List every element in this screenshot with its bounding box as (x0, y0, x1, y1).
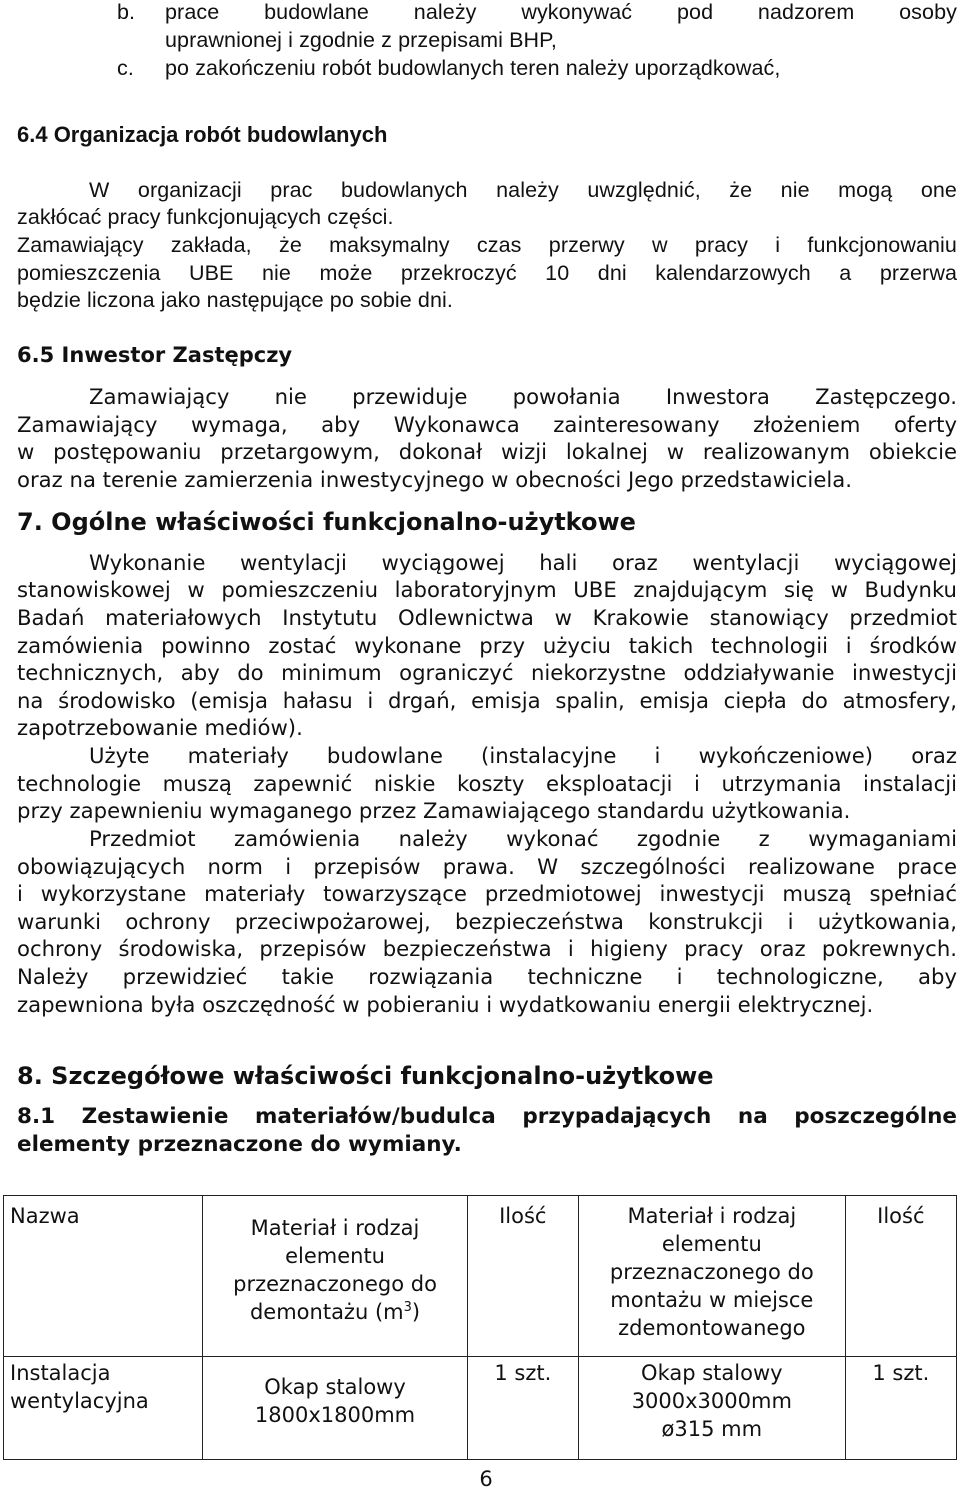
header-nazwa: Nazwa (4, 1196, 203, 1357)
section-8-1-heading-line2: elementy przeznaczone do wymiany. (17, 1132, 462, 1157)
header-material-demontaz-end: ) (411, 1300, 421, 1324)
list-marker-c: c. (117, 56, 134, 80)
header-material-montaz: Materiał i rodzaj elementu przeznaczonego do montażu w miejsce zdemontowanego (578, 1196, 845, 1357)
section-7-heading: 7. Ogólne właściwości funkcjonalno-użytkowe (17, 508, 636, 536)
cell-material-montaz (578, 1357, 845, 1460)
cell-ilosc-2: 1 szt. (845, 1357, 956, 1460)
cell-material-montaz-line3: ø315 mm (661, 1417, 763, 1441)
cell-material-montaz-line2: 3000x3000mm (631, 1389, 792, 1413)
section-8-1-heading-line1: 8.1 Zestawienie materiałów/budulca przypadających na poszczególne (17, 1104, 957, 1129)
section-6-4-line: pomieszczenia UBE nie może przekroczyć 10 dni kalendarzowych a przerwa (17, 261, 957, 285)
section-7-line: na środowisko (emisja hałasu i drgań, emisja spalin, emisja ciepła do atmosfery, (17, 688, 957, 713)
unit-superscript: 3 (403, 1300, 412, 1315)
page-number: 6 (479, 1467, 493, 1491)
cell-ilosc-1: 1 szt. (467, 1357, 578, 1460)
list-item-b-line2: uprawnionej i zgodnie z przepisami BHP, (165, 28, 557, 52)
header-ilosc-1: Ilość (467, 1196, 578, 1357)
section-7-line: warunki ochrony przeciwpożarowej, bezpieczeństwa konstrukcji i użytkowania, (17, 909, 957, 934)
section-6-4-heading: 6.4 Organizacja robót budowlanych (17, 122, 388, 147)
section-7-line: Użyte materiały budowlane (instalacyjne i wykończeniowe) oraz (89, 743, 957, 768)
section-7-line: przy zapewnieniu wymaganego przez Zamawiającego standardu użytkowania. (17, 798, 851, 823)
section-7-line: Należy przewidzieć takie rozwiązania techniczne i technologiczne, aby (17, 964, 957, 989)
section-7-line: zamówienia powinno zostać wykonane przy użyciu takich technologii i środków (17, 633, 957, 658)
list-marker-b: b. (117, 0, 136, 24)
section-6-5-line: Zamawiający nie przewiduje powołania Inwestora Zastępczego. (89, 384, 957, 409)
header-ilosc-2: Ilość (845, 1196, 956, 1357)
section-8-heading: 8. Szczegółowe właściwości funkcjonalno-użytkowe (17, 1062, 714, 1090)
section-6-4-line: zakłócać pracy funkcjonujących części. (17, 205, 394, 229)
section-6-5-line: Zamawiający wymaga, aby Wykonawca zainteresowany złożeniem oferty (17, 412, 957, 437)
cell-material-montaz-line1: Okap stalowy (641, 1361, 783, 1385)
section-7-line: technologie muszą zapewnić niskie koszty eksploatacji i utrzymania instalacji (17, 771, 957, 796)
cell-nazwa: Instalacja wentylacyjna (4, 1357, 203, 1460)
section-7-line: i wykorzystane materiały towarzyszące przedmiotowej inwestycji muszą spełniać (17, 881, 957, 906)
table-row (4, 1357, 957, 1460)
header-material-demontaz (203, 1196, 467, 1357)
header-material-demontaz-text: Materiał i rodzaj elementu przeznaczonego do demontażu (m (233, 1216, 437, 1324)
section-6-5-line: oraz na terenie zamierzenia inwestycyjnego w obecności Jego przedstawiciela. (17, 467, 852, 492)
list-item-b-line1: prace budowlane należy wykonywać pod nadzorem osoby (165, 0, 957, 24)
list-item-c-line1: po zakończeniu robót budowlanych teren należy uporządkować, (165, 56, 781, 80)
materials-table (3, 1195, 957, 1460)
section-6-4-line: Zamawiający zakłada, że maksymalny czas przerwy w pracy i funkcjonowaniu (17, 233, 957, 257)
section-6-5-line: w postępowaniu przetargowym, dokonał wizji lokalnej w realizowanym obiekcie (17, 439, 957, 464)
section-6-4-line: będzie liczona jako następujące po sobie dni. (17, 288, 453, 312)
cell-material-demontaz: Okap stalowy 1800x1800mm (203, 1357, 467, 1460)
section-7-line: zapewniona była oszczędność w pobieraniu i wydatkowaniu energii elektrycznej. (17, 992, 874, 1017)
section-7-line: obowiązujących norm i przepisów prawa. W szczególności realizowane prace (17, 854, 957, 879)
section-7-line: ochrony środowiska, przepisów bezpieczeństwa i higieny pracy oraz pokrewnych. (17, 936, 957, 961)
section-7-line: technicznych, aby do minimum ograniczyć niekorzystne oddziaływanie inwestycji (17, 660, 957, 685)
section-7-line: stanowiskowej w pomieszczeniu laboratoryjnym UBE znajdującym się w Budynku (17, 577, 957, 602)
section-6-4-line: W organizacji prac budowlanych należy uwzględnić, że nie mogą one (89, 178, 957, 202)
section-7-line: Badań materiałowych Instytutu Odlewnictwa w Krakowie stanowiący przedmiot (17, 605, 957, 630)
section-7-line: Wykonanie wentylacji wyciągowej hali oraz wentylacji wyciągowej (89, 550, 957, 575)
section-7-line: zapotrzebowanie mediów). (17, 715, 303, 740)
section-6-5-heading: 6.5 Inwestor Zastępczy (17, 343, 293, 367)
section-7-line: Przedmiot zamówienia należy wykonać zgodnie z wymaganiami (89, 826, 957, 851)
table-header-row (4, 1196, 957, 1357)
